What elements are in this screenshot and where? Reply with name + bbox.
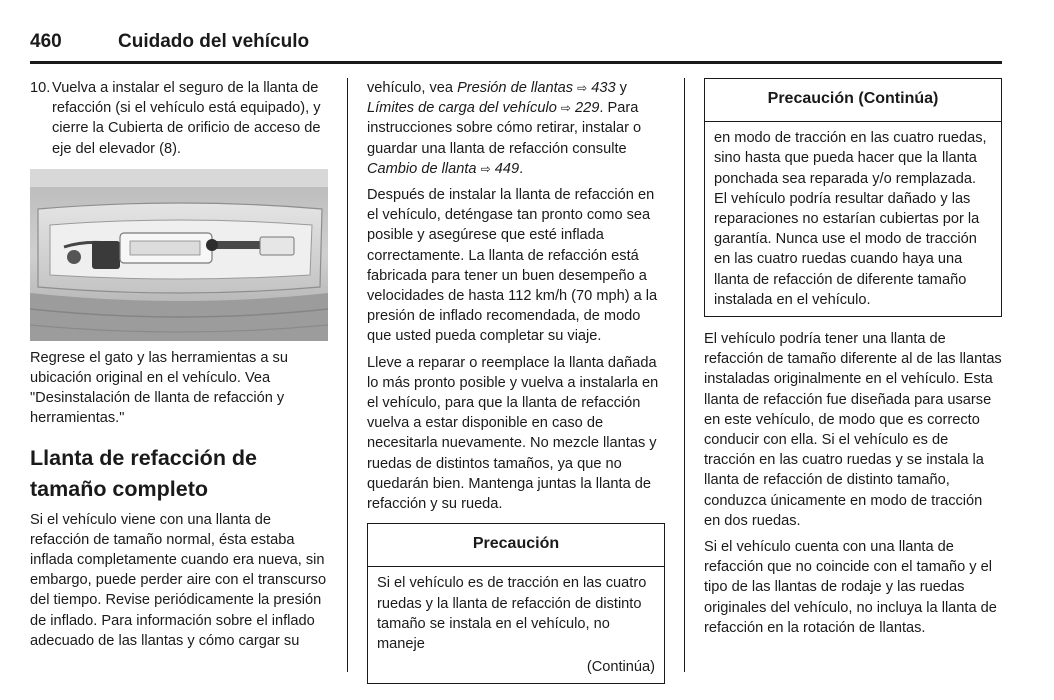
column-divider: [347, 78, 348, 672]
caution-box-continued: [704, 78, 1002, 317]
cross-reference-link[interactable]: Cambio de llanta ⇨ 449: [367, 160, 520, 177]
cross-reference-link[interactable]: Presión de llantas ⇨ 433: [457, 80, 616, 96]
step-text: Vuelva a instalar el seguro de la llanta de refacción (si el vehículo está equipado), y cierre la Cubierta de orificio de acceso de eje del elevador (8).: [52, 80, 321, 157]
paragraph: vehículo, vea Presión de llantas ⇨ 433 y Límites de carga del vehículo ⇨ 229. Para instrucciones sobre cómo retirar, instalar o guardar una llanta de refacción consulte Cambio de llanta ⇨ 449.: [367, 80, 642, 177]
paragraph: Si el vehículo cuenta con una llanta de refacción que no coincide con el tamaño y el tipo de las llantas de rodaje y las ruedas originales del vehículo, no incluya la llanta de refacción en la rotación de llantas.: [704, 539, 997, 636]
column-middle: [367, 78, 665, 684]
step-10: [30, 78, 328, 159]
paragraph: Regrese el gato y las herramientas a su ubicación original en el vehículo. Vea "Desinstalación de llanta de refacción y herramientas.": [30, 349, 288, 427]
paragraph: Lleve a reparar o reemplace la llanta dañada lo más pronto posible y vuelva a instalarla en el vehículo, para que la llanta de refacción vuelva a estar disponible en caso de necesitarla nuevamente. No mezcle llantas y ruedas de distintos tamaños, ya que no quedarán bien. Mantenga juntas la llanta de refacción y su rueda.: [367, 354, 659, 513]
step-number: 10.: [30, 80, 51, 96]
caution-text: en modo de tracción en las cuatro ruedas, sino hasta que pueda hacer que la llanta ponchada sea reparada y/o remplazada. El vehículo podría resultar dañado y las reparaciones no estarían cubiertas por la garantía. Nunca use el modo de tracción en las cuatro ruedas cuando haya una llanta de refacción de diferente tamaño instalada en el vehículo.: [714, 130, 987, 308]
column-left: [30, 78, 328, 657]
page-header: [30, 28, 1002, 64]
column-divider: [684, 78, 685, 672]
caution-text: Si el vehículo es de tracción en las cuatro ruedas y la llanta de refacción de distinto tamaño se instala en el vehículo, no maneje: [377, 575, 647, 653]
caution-title: Precaución (Continúa): [705, 79, 1001, 122]
column-right: [704, 78, 1002, 644]
paragraph: El vehículo podría tener una llanta de refacción de tamaño diferente al de las llantas instaladas originalmente en el vehículo. Esta llanta de refacción fue diseñada para usarse en este vehículo, de modo que es correcto conducir con ella. Si el vehículo es de tracción en las cuatro ruedas y se instala la llanta de refacción de distinto tamaño, conduzca únicamente en modo de tracción en dos ruedas.: [704, 331, 1002, 529]
continued-label: (Continúa): [586, 659, 655, 676]
cross-reference-link[interactable]: Límites de carga del vehículo ⇨ 229: [367, 100, 600, 117]
subsection-heading: Llanta de refacción de tamaño completo: [30, 445, 258, 501]
arrow-right-icon: ⇨: [480, 161, 491, 176]
paragraph: Después de instalar la llanta de refacción en el vehículo, deténgase tan pronto como sea posible y asegúrese que esté inflada correctamente. La llanta de refacción está fabricada para tener un buen desempeño a velocidades de hasta 112 km/h (70 mph) a la presión de inflado recomendada, de modo que usted pueda completar su viaje.: [367, 187, 658, 345]
caution-body: [705, 122, 1001, 316]
arrow-right-icon: ⇨: [577, 81, 588, 95]
arrow-right-icon: ⇨: [560, 101, 571, 116]
paragraph: Si el vehículo viene con una llanta de refacción de tamaño normal, ésta estaba inflada completamente cuando era nueva, sin embargo, puede perder aire con el transcurso del tiempo. Revise periódicamente la presión de inflado. Para información sobre el inflado adecuado de las llantas y cómo cargar su: [30, 511, 327, 649]
page-number: 460: [30, 31, 62, 52]
caution-box: [367, 523, 665, 684]
caution-body: [368, 567, 664, 683]
vehicle-cargo-photo: [30, 169, 328, 341]
caution-title: Precaución: [368, 524, 664, 567]
section-title: Cuidado del vehículo: [118, 31, 310, 52]
